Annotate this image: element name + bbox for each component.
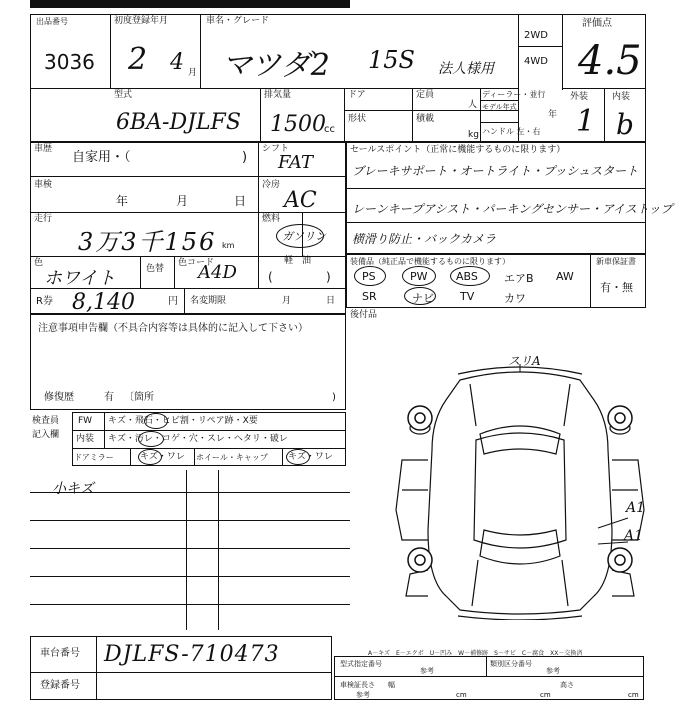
car-name: マツダ2	[222, 48, 330, 83]
damage-legend: A－キズ E－エクボ U－凹み W－補修跡 S－サビ C－腐食 XX－交換済	[368, 650, 583, 657]
equip-navi: ナビ	[412, 292, 434, 305]
equip-tv: TV	[460, 290, 475, 303]
sales-line-2: レーンキープアシスト・パーキングセンサー・アイストップ	[352, 202, 673, 216]
inspection-label: 車検	[34, 180, 53, 190]
capacity-label: 定員	[416, 90, 435, 100]
post-install-label: 後付品	[350, 310, 378, 320]
model-year-label: モデル年式	[482, 103, 517, 111]
form-ref: 参考	[420, 667, 434, 675]
interior-grade: b	[616, 108, 634, 141]
recycle-label: R券	[36, 296, 53, 307]
shape-label: 形状	[348, 114, 367, 124]
chassis-label: 車台番号	[40, 648, 80, 659]
width-cm: cm	[540, 691, 551, 699]
model-label: 型式	[114, 90, 133, 100]
inspector-label-1: 検査員	[32, 416, 60, 426]
sales-points-label: セールスポイント（正常に機能するものに限ります）	[350, 145, 566, 155]
km-unit: km	[222, 241, 235, 250]
notes-label: 注意事項申告欄（不具合内容等は具体的に記入して下さい）	[38, 323, 308, 334]
shift-value: FAT	[278, 152, 313, 173]
car-name-label: 車名・グレード	[206, 16, 270, 26]
diagram-mark-1: A1	[626, 500, 646, 516]
drive-4wd: 4WD	[524, 56, 548, 67]
insp-circle-1	[144, 413, 168, 429]
height-label: 高さ	[560, 681, 574, 689]
paren-open: (	[268, 270, 273, 284]
displacement-label: 排気量	[264, 90, 292, 100]
usage-value: 自家用・（	[72, 150, 131, 165]
exterior-grade: 1	[576, 104, 596, 139]
color-value: ホワイト	[44, 268, 116, 289]
inspector-label-2: 記入欄	[32, 430, 60, 440]
equip-sr: SR	[362, 290, 377, 303]
width-label: 幅	[388, 681, 395, 689]
circle-abs	[450, 266, 490, 286]
equipment-label: 装備品（純正品で機能するものに限ります）	[350, 257, 510, 266]
form-label: 型式指定番号	[340, 660, 382, 668]
insp-row2-head: 内装	[76, 434, 95, 444]
new-warranty-label: 新車保証書	[596, 257, 636, 266]
model-value: 6BA-DJLFS	[116, 110, 241, 135]
shift-label: シフト	[262, 144, 290, 154]
exterior-label: 外装	[570, 92, 589, 102]
first-reg-month: 4	[170, 50, 184, 75]
name-change-label: 名変期限	[190, 296, 227, 306]
cat-ref: 参考	[546, 667, 560, 675]
paren-close: )	[326, 270, 331, 284]
color-code: A4D	[198, 262, 237, 283]
header-strip	[30, 0, 350, 8]
insp-day: 日	[234, 194, 247, 208]
insp-row1-body: キズ・飛石・ヒビ割・リペア跡・X要	[108, 416, 258, 426]
drive-2wd: 2WD	[524, 30, 548, 41]
recycle-value: 8,140	[72, 290, 135, 315]
diagram-mark-top: スリA	[508, 354, 541, 368]
cat-label: 類別区分番号	[490, 660, 532, 668]
usage-label: 車歴	[34, 144, 53, 154]
score-label: 評価点	[582, 18, 612, 29]
name-change-month: 月	[282, 296, 292, 306]
light-oil-label: 軽 油	[284, 256, 312, 266]
reg-label: 登録番号	[40, 680, 80, 691]
car-diagram	[380, 360, 660, 620]
repair-place: 〔箇所	[124, 392, 154, 403]
insp-row2-body: キズ・汚レ・コゲ・穴・スレ・ヘタリ・破レ	[108, 434, 288, 444]
equip-leather: カワ	[504, 292, 526, 305]
month-unit: 月	[188, 68, 198, 78]
equip-pw: PW	[410, 270, 428, 283]
insp-row3-d: キズ・ワレ	[288, 452, 333, 462]
mileage-value: 3万3千156	[78, 228, 217, 256]
inspector-note: 小キズ	[52, 481, 94, 497]
insp-row3-b: キズ・ワレ	[140, 452, 185, 462]
color-code-label: 色コード	[178, 258, 215, 268]
mileage-label: 走行	[34, 214, 53, 224]
yen-unit: 円	[168, 296, 178, 307]
circle-navi	[404, 287, 436, 305]
insp-circle-2	[138, 431, 164, 447]
repair-value: 有	[104, 392, 114, 403]
displacement-value: 1500	[270, 112, 326, 137]
repair-bracket-close: )	[332, 392, 336, 403]
equip-ps: PS	[362, 270, 376, 283]
new-warranty-value: 有・無	[600, 281, 633, 294]
height-cm: cm	[628, 691, 639, 699]
length-ref: 参考	[356, 691, 370, 699]
insp-circle-3	[138, 449, 162, 465]
sales-line-3: 横滑り防止・バックカメラ	[352, 232, 497, 246]
score-value: 4.5	[578, 38, 642, 84]
kg-unit: kg	[468, 130, 479, 140]
insp-row1-head: FW	[78, 416, 93, 426]
ac-label: 冷房	[262, 180, 281, 190]
fuel-label: 燃料	[262, 214, 281, 224]
lot-label: 出品番号	[36, 17, 68, 26]
doors-label: ドア	[348, 90, 366, 100]
person-unit: 人	[468, 100, 478, 110]
name-change-day: 日	[326, 296, 336, 306]
color-label: 色	[34, 258, 44, 268]
handle-label: ハンドル 左・右	[482, 127, 541, 136]
diagram-mark-2: A1	[624, 528, 644, 544]
length-label: 車検証長さ	[340, 681, 375, 689]
equip-aw: AW	[556, 270, 574, 283]
insp-row3-c: ホイール・キャップ	[196, 453, 268, 462]
chassis-value: DJLFS-710473	[104, 642, 280, 667]
equip-airbag: エアB	[504, 272, 534, 285]
insp-year: 年	[116, 194, 129, 208]
year-unit: 年	[548, 110, 558, 120]
insp-circle-4	[286, 449, 310, 465]
car-grade: 15S	[368, 46, 415, 74]
first-reg-year: 2	[128, 42, 148, 77]
cc-unit: cc	[324, 124, 335, 135]
insp-month: 月	[176, 194, 189, 208]
circle-ps	[354, 266, 386, 286]
dealer-label: ディーラー・並行	[482, 90, 546, 99]
length-cm: cm	[456, 691, 467, 699]
ac-value: AC	[284, 188, 317, 213]
usage-close: )	[242, 150, 248, 165]
first-reg-label: 初度登録年月	[114, 16, 169, 26]
lot-number: 3036	[44, 50, 95, 74]
sales-line-1: ブレーキサポート・オートライト・プッシュスタート	[352, 164, 639, 178]
load-label: 積載	[416, 114, 435, 124]
interior-label: 内装	[612, 92, 631, 102]
insp-row3-a: ドアミラー	[74, 453, 114, 462]
circle-pw	[402, 266, 436, 286]
repair-label: 修復歴	[44, 392, 74, 403]
fuel-value: ガソリン	[282, 230, 326, 243]
color-change-label: 色替	[146, 264, 165, 274]
grade-note: 法人様用	[438, 61, 494, 77]
equip-abs: ABS	[456, 270, 478, 283]
